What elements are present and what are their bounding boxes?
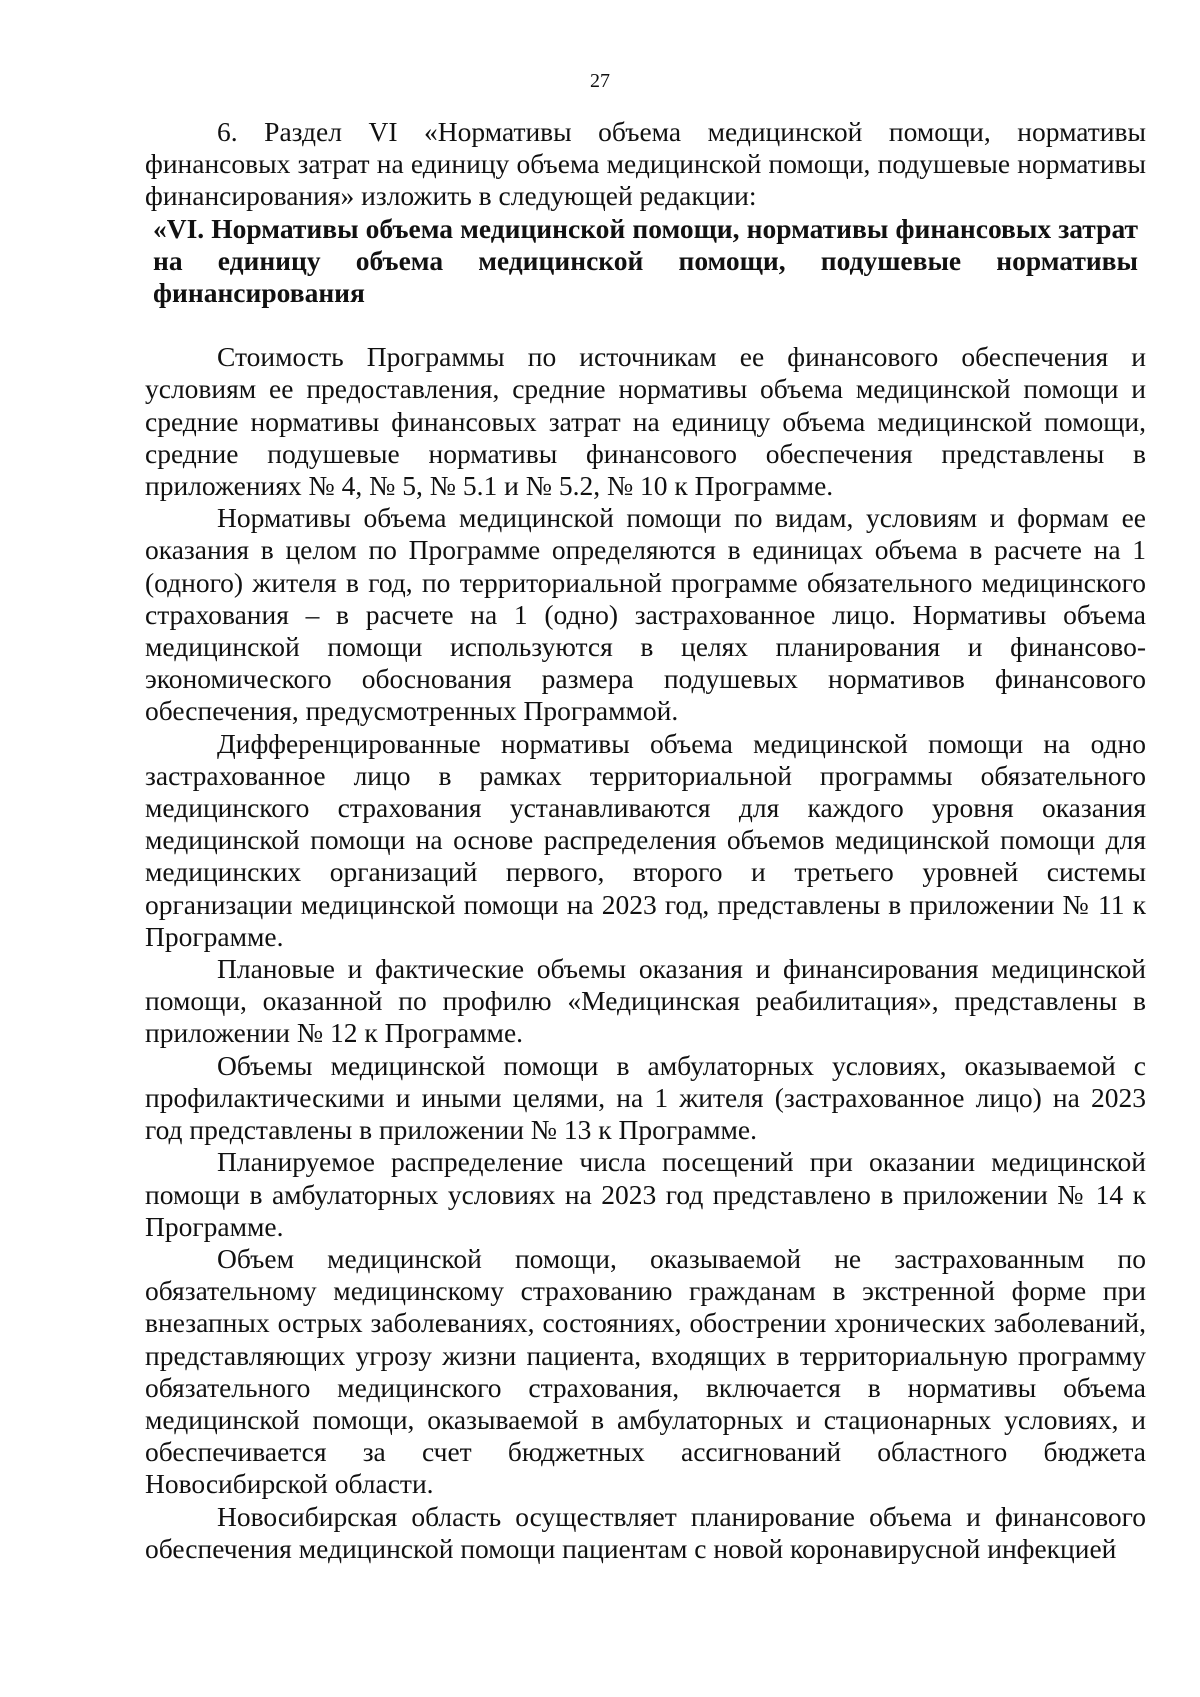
paragraph: Новосибирская область осуществляет планирование объема и финансового обеспечения медицинской помощи пациентам с новой коронавирусной инфекцией bbox=[145, 1500, 1146, 1564]
paragraph: Объемы медицинской помощи в амбулаторных условиях, оказываемой с профилактическими и иными целями, на 1 жителя (застрахованное лицо) на 2023 год представлены в приложении № 13 к Программе. bbox=[145, 1049, 1146, 1146]
paragraph: Планируемое распределение числа посещений при оказании медицинской помощи в амбулаторных условиях на 2023 год представлено в приложении № 14 к Программе. bbox=[145, 1146, 1146, 1242]
page-number: 27 bbox=[590, 70, 610, 92]
paragraph: Объем медицинской помощи, оказываемой не застрахованным по обязательному медицинскому страхованию гражданам в экстренной форме при внезапных острых заболеваниях, состояниях, обострении хронических заболеваний, представляющих угрозу жизни пациента, входящих в территориальную программу обязательного медицинского страхования, включается в нормативы объема медицинской помощи, оказываемой в амбулаторных и стационарных условиях, и обеспечивается за счет бюджетных ассигнований областного бюджета Новосибирской области. bbox=[145, 1242, 1146, 1500]
document-body bbox=[145, 116, 1146, 1565]
paragraph: Стоимость Программы по источникам ее финансового обеспечения и условиям ее предоставления, средние нормативы объема медицинской помощи и средние нормативы финансовых затрат на единицу объема медицинской помощи, средние подушевые нормативы финансового обеспечения представлены в приложениях № 4, № 5, № 5.1 и № 5.2, № 10 к Программе. bbox=[145, 341, 1146, 502]
section-heading: «VI. Нормативы объема медицинской помощи, нормативы финансовых затрат на единицу объема медицинской помощи, подушевые нормативы финансирования bbox=[153, 212, 1138, 309]
paragraph: Нормативы объема медицинской помощи по видам, условиям и формам ее оказания в целом по Программе определяются в единицах объема в расчете на 1 (одного) жителя в год, по территориальной программе обязательного медицинского страхования – в расчете на 1 (одно) застрахованное лицо. Нормативы объема медицинской помощи используются в целях планирования и финансово-экономического обоснования размера подушевых нормативов финансового обеспечения, предусмотренных Программой. bbox=[145, 502, 1146, 727]
paragraph: Дифференцированные нормативы объема медицинской помощи на одно застрахованное лицо в рамках территориальной программы обязательного медицинского страхования устанавливаются для каждого уровня оказания медицинской помощи на основе распределения объемов медицинской помощи для медицинских организаций первого, второго и третьего уровней системы организации медицинской помощи на 2023 год, представлены в приложении № 11 к Программе. bbox=[145, 727, 1146, 952]
paragraph: Плановые и фактические объемы оказания и финансирования медицинской помощи, оказанной по профилю «Медицинская реабилитация», представлены в приложении № 12 к Программе. bbox=[145, 953, 1146, 1049]
intro-paragraph: 6. Раздел VI «Нормативы объема медицинской помощи, нормативы финансовых затрат на единицу объема медицинской помощи, подушевые нормативы финансирования» изложить в следующей редакции: bbox=[145, 116, 1146, 212]
